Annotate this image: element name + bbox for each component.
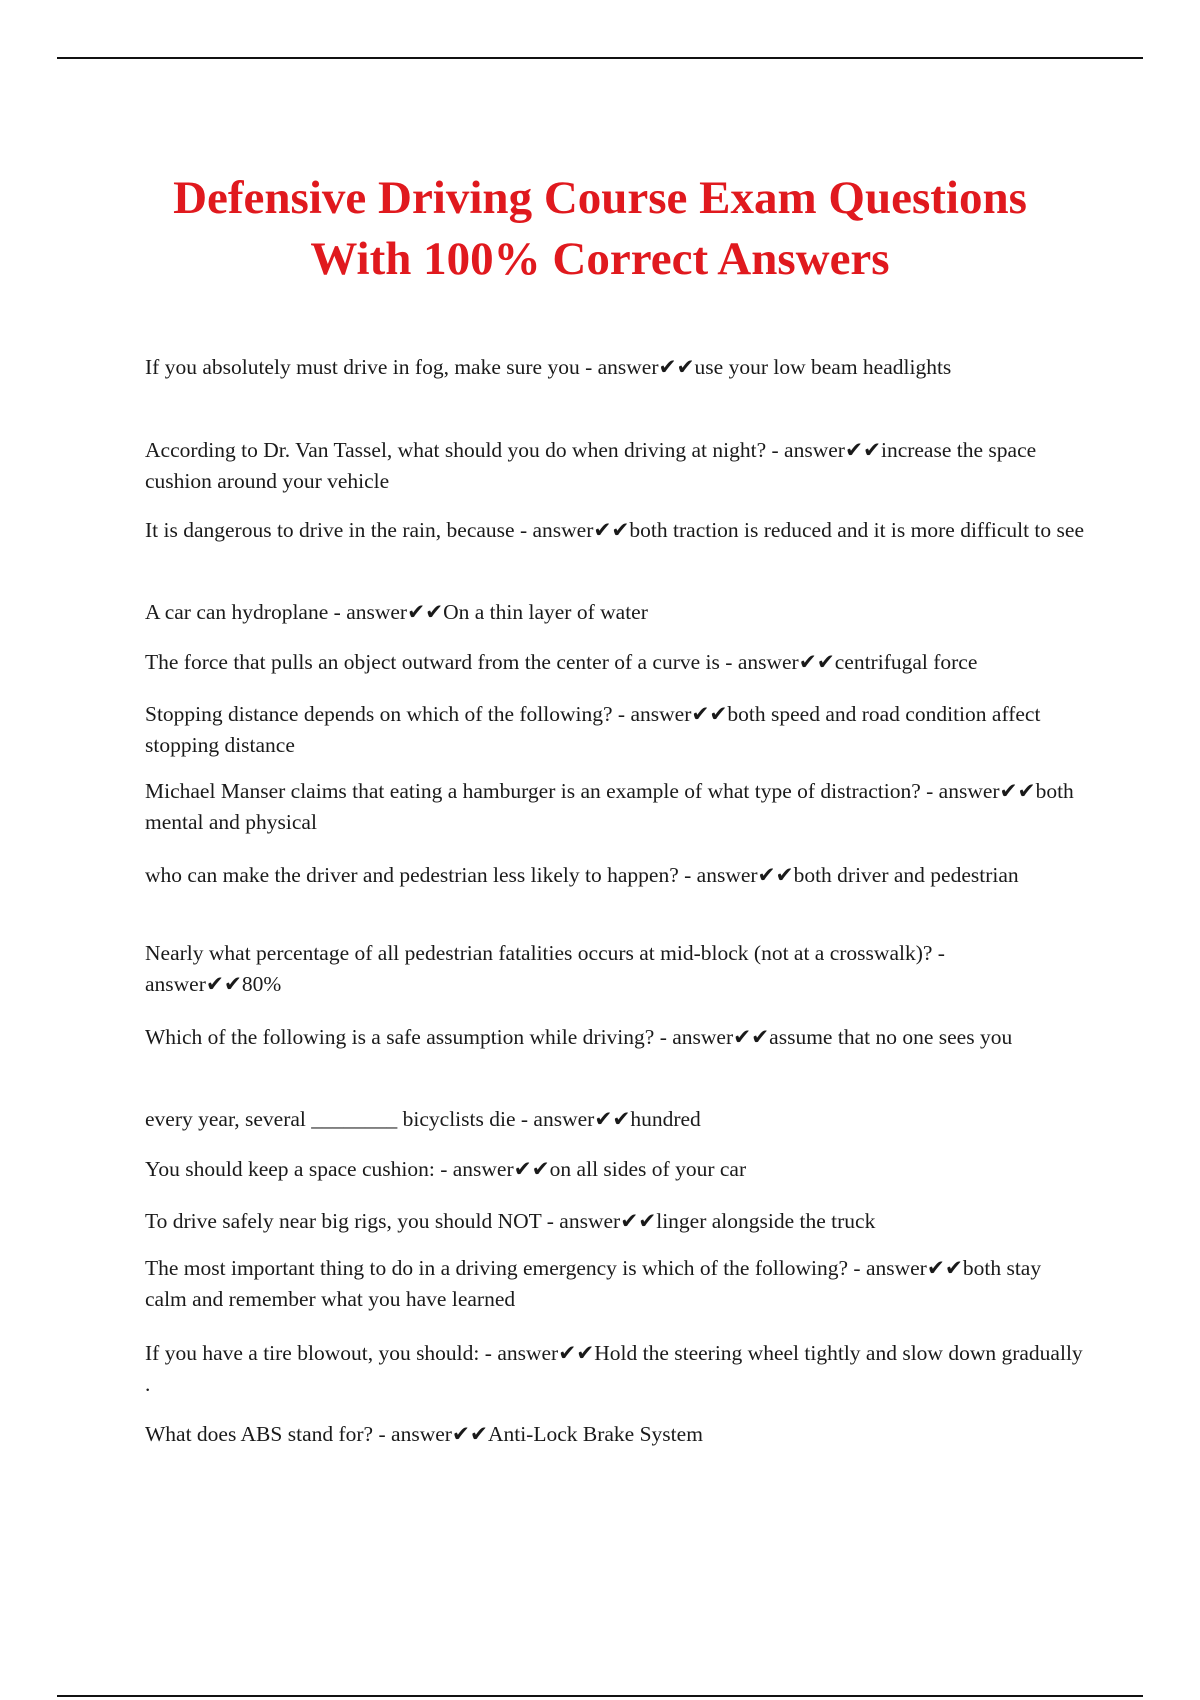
qa-item	[145, 1104, 1085, 1135]
answer-tag: answer	[696, 863, 758, 887]
double-check-icon: ✔✔	[558, 1341, 595, 1365]
double-check-icon: ✔✔	[593, 518, 630, 542]
qa-separator: -	[920, 779, 939, 803]
qa-answer: Anti-Lock Brake System	[487, 1422, 703, 1446]
double-check-icon: ✔✔	[798, 650, 835, 674]
answer-tag: answer	[497, 1341, 559, 1365]
qa-item	[145, 647, 1085, 678]
qa-question: What does ABS stand for?	[145, 1422, 374, 1446]
qa-answer: both mental and physical	[145, 779, 1074, 834]
answer-tag: answer	[737, 650, 799, 674]
double-check-icon: ✔✔	[407, 600, 444, 624]
answer-tag: answer	[559, 1209, 621, 1233]
qa-separator: -	[579, 355, 598, 379]
qa-answer: linger alongside the truck	[656, 1209, 876, 1233]
answer-tag: answer	[938, 779, 1000, 803]
qa-answer: Hold the steering wheel tightly and slow down gradually .	[145, 1341, 1083, 1396]
qa-item	[145, 1154, 1085, 1185]
qa-answer: both speed and road condition affect stopping distance	[145, 702, 1041, 757]
qa-question: Stopping distance depends on which of the following?	[145, 702, 613, 726]
qa-item	[145, 699, 1085, 761]
qa-item	[145, 1022, 1085, 1053]
answer-tag: answer	[346, 600, 408, 624]
qa-answer: 80%	[241, 972, 282, 996]
double-check-icon: ✔✔	[999, 779, 1036, 803]
answer-tag: answer	[784, 438, 845, 462]
qa-answer: both driver and pedestrian	[793, 863, 1019, 887]
answer-tag: answer	[452, 1157, 514, 1181]
qa-item	[145, 776, 1085, 838]
qa-separator: -	[541, 1209, 560, 1233]
qa-item	[145, 1338, 1085, 1400]
answer-tag: answer	[391, 1422, 452, 1446]
qa-answer: centrifugal force	[834, 650, 978, 674]
qa-separator: -	[515, 1107, 534, 1131]
qa-question: who can make the driver and pedestrian less likely to happen?	[145, 863, 679, 887]
bottom-rule	[57, 1695, 1143, 1697]
qa-answer: hundred	[630, 1107, 701, 1131]
qa-question: According to Dr. Van Tassel, what should you do when driving at night?	[145, 438, 767, 462]
qa-separator: -	[373, 1422, 392, 1446]
double-check-icon: ✔✔	[844, 438, 881, 462]
qa-answer: On a thin layer of water	[443, 600, 648, 624]
qa-question: Michael Manser claims that eating a hamburger is an example of what type of distraction?	[145, 779, 921, 803]
qa-separator: -	[434, 1157, 453, 1181]
double-check-icon: ✔✔	[691, 702, 728, 726]
qa-item	[145, 515, 1085, 546]
qa-item	[145, 352, 1085, 383]
qa-question: You should keep a space cushion:	[145, 1157, 435, 1181]
double-check-icon: ✔✔	[926, 1256, 963, 1280]
qa-answer: use your low beam headlights	[694, 355, 952, 379]
qa-separator: -	[514, 518, 533, 542]
qa-answer: increase the space cushion around your vehicle	[145, 438, 1037, 493]
qa-separator: -	[766, 438, 785, 462]
double-check-icon: ✔✔	[658, 355, 695, 379]
qa-answer: both traction is reduced and it is more difficult to see	[629, 518, 1084, 542]
double-check-icon: ✔✔	[205, 972, 242, 996]
qa-item	[145, 860, 1085, 891]
qa-question: The force that pulls an object outward from the center of a curve is	[145, 650, 720, 674]
qa-item	[145, 435, 1085, 497]
answer-tag: answer	[145, 972, 206, 996]
double-check-icon: ✔✔	[620, 1209, 657, 1233]
double-check-icon: ✔✔	[594, 1107, 631, 1131]
answer-tag: answer	[865, 1256, 927, 1280]
qa-item	[145, 1206, 1085, 1237]
double-check-icon: ✔✔	[451, 1422, 488, 1446]
qa-separator: -	[678, 863, 697, 887]
qa-question: If you have a tire blowout, you should:	[145, 1341, 480, 1365]
qa-separator: -	[719, 650, 738, 674]
qa-separator: -	[654, 1025, 673, 1049]
qa-question: A car can hydroplane	[145, 600, 329, 624]
qa-question: Which of the following is a safe assumption while driving?	[145, 1025, 655, 1049]
answer-tag: answer	[597, 355, 659, 379]
qa-answer: both stay calm and remember what you have learned	[145, 1256, 1042, 1311]
qa-question: Nearly what percentage of all pedestrian fatalities occurs at mid-block (not at a crosswalk)?	[145, 941, 933, 965]
qa-item	[145, 597, 1085, 628]
qa-item	[145, 938, 1085, 1000]
double-check-icon: ✔✔	[733, 1025, 770, 1049]
qa-answer: assume that no one sees you	[769, 1025, 1013, 1049]
qa-separator: -	[612, 702, 631, 726]
qa-separator: -	[328, 600, 347, 624]
qa-item	[145, 1419, 1085, 1450]
qa-question: If you absolutely must drive in fog, make sure you	[145, 355, 580, 379]
qa-answer: on all sides of your car	[549, 1157, 747, 1181]
title-line-1: Defensive Driving Course Exam Questions	[173, 172, 1027, 224]
answer-tag: answer	[533, 1107, 595, 1131]
qa-question: To drive safely near big rigs, you should NOT	[145, 1209, 542, 1233]
qa-question: every year, several ________ bicyclists die	[145, 1107, 516, 1131]
answer-tag: answer	[672, 1025, 734, 1049]
answer-tag: answer	[532, 518, 594, 542]
double-check-icon: ✔✔	[513, 1157, 550, 1181]
qa-question: It is dangerous to drive in the rain, because	[145, 518, 515, 542]
title-line-2: With 100% Correct Answers	[310, 233, 890, 285]
qa-separator: -	[932, 941, 945, 965]
qa-item	[145, 1253, 1085, 1315]
double-check-icon: ✔✔	[757, 863, 794, 887]
qa-question: The most important thing to do in a driving emergency is which of the following?	[145, 1256, 849, 1280]
answer-tag: answer	[630, 702, 692, 726]
qa-separator: -	[848, 1256, 866, 1280]
qa-separator: -	[479, 1341, 498, 1365]
